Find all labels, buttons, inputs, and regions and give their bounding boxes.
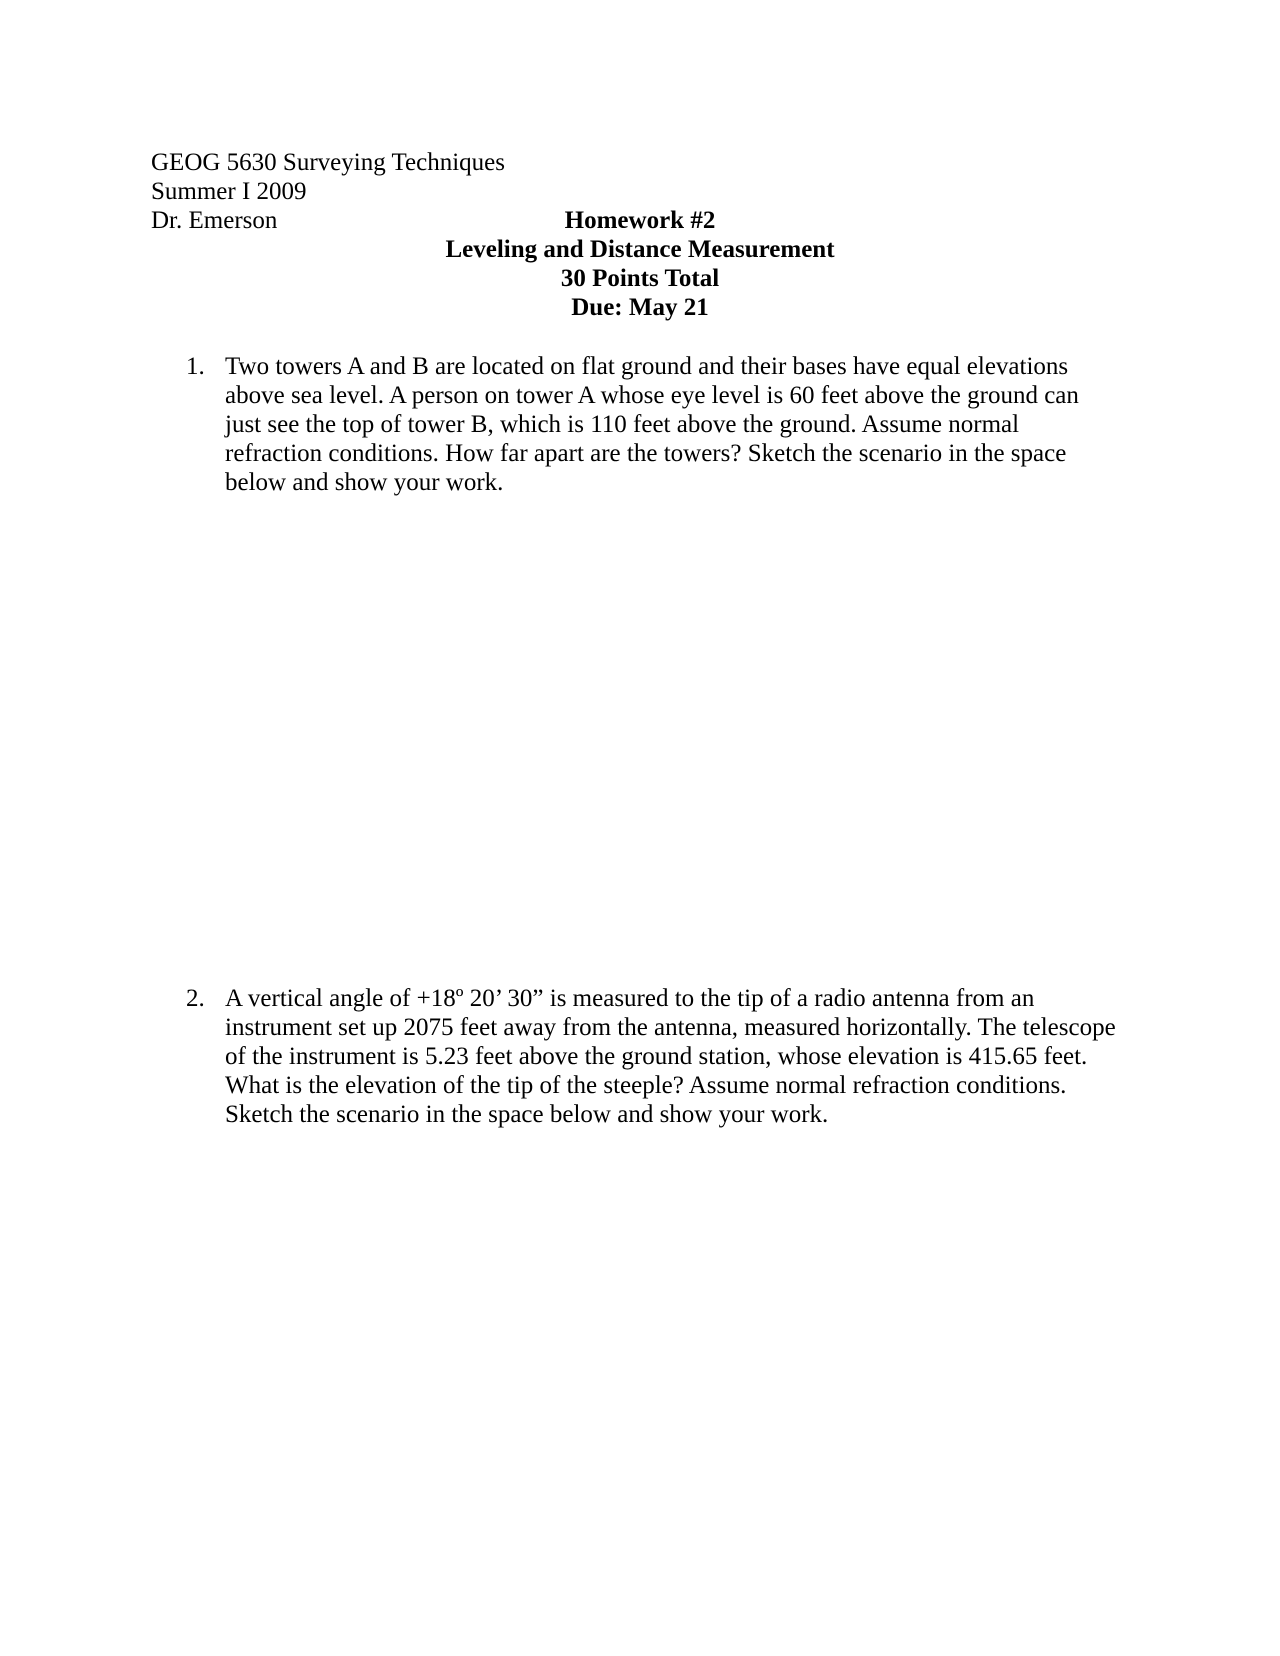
question-line: above sea level. A person on tower A whose eye level is 60 feet above the ground can (225, 382, 1079, 409)
question-line: Two towers A and B are located on flat ground and their bases have equal elevations (225, 353, 1069, 380)
instructor: Dr. Emerson (151, 207, 278, 234)
due-date: Due: May 21 (571, 294, 709, 321)
question-text (225, 984, 1146, 1129)
homework-number: Homework #2 (564, 207, 716, 234)
question-line: of the instrument is 5.23 feet above the ground station, whose elevation is 415.65 feet. (225, 1043, 1088, 1070)
question-line: instrument set up 2075 feet away from the antenna, measured horizontally. The telescope (225, 1014, 1116, 1041)
question-number: 2. (186, 985, 205, 1012)
question-line: refraction conditions. How far apart are the towers? Sketch the scenario in the space (225, 440, 1067, 467)
question-text (225, 352, 1146, 497)
question-line: A vertical angle of +18º 20’ 30” is measured to the tip of a radio antenna from an (225, 985, 1035, 1012)
points-total: 30 Points Total (560, 265, 720, 292)
question-1 (186, 352, 1146, 497)
question-line: Sketch the scenario in the space below and show your work. (225, 1101, 829, 1128)
question-line: below and show your work. (225, 469, 504, 496)
homework-topic: Leveling and Distance Measurement (445, 236, 835, 263)
question-line: What is the elevation of the tip of the steeple? Assume normal refraction conditions. (225, 1072, 1067, 1099)
question-line: just see the top of tower B, which is 110 feet above the ground. Assume normal (225, 411, 1020, 438)
course-name: GEOG 5630 Surveying Techniques (151, 149, 505, 176)
assignment-title (340, 206, 940, 322)
question-number: 1. (186, 353, 205, 380)
question-2 (186, 984, 1146, 1129)
term: Summer I 2009 (151, 178, 307, 205)
